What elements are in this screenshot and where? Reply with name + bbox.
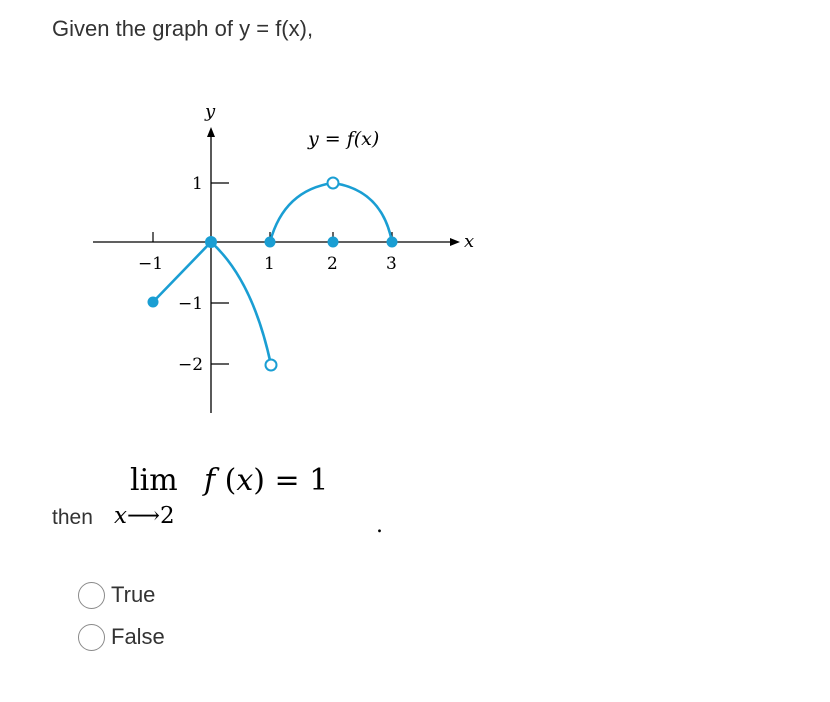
close-paren: ) bbox=[253, 463, 266, 498]
x-tick-label-neg1: −1 bbox=[138, 254, 164, 274]
limit-value: 1 bbox=[309, 463, 329, 498]
option-false[interactable] bbox=[78, 622, 165, 652]
limit-statement bbox=[52, 455, 472, 545]
option-false-label: False bbox=[111, 624, 165, 649]
function-label: y = f(x) bbox=[308, 128, 380, 150]
open-paren: ( bbox=[224, 463, 237, 498]
lim-word: lim bbox=[130, 463, 178, 498]
closed-point-neg1 bbox=[148, 297, 159, 308]
x-axis-arrow-icon bbox=[450, 238, 460, 246]
lim-sub-arrow: ⟶ bbox=[126, 503, 160, 529]
x-tick-label-3: 3 bbox=[386, 254, 397, 274]
func-name: f bbox=[204, 463, 216, 498]
closed-point-2-0 bbox=[328, 237, 339, 248]
question-prompt: Given the graph of y = f(x), bbox=[52, 16, 314, 41]
statement-period: . bbox=[376, 513, 383, 538]
radio-false[interactable] bbox=[78, 624, 105, 651]
lim-subscript bbox=[114, 503, 175, 529]
function-graph bbox=[88, 95, 488, 425]
open-point-2-1 bbox=[328, 178, 339, 189]
option-true-label: True bbox=[111, 582, 156, 607]
lim-expression bbox=[204, 463, 328, 498]
lim-sub-target: 2 bbox=[159, 503, 175, 529]
closed-point-1-0 bbox=[265, 237, 276, 248]
answer-options bbox=[78, 580, 165, 664]
closed-point-origin bbox=[205, 236, 217, 248]
x-axis-label: x bbox=[464, 231, 475, 252]
x-tick-label-2: 2 bbox=[327, 254, 338, 274]
y-tick-label-neg1: −1 bbox=[178, 294, 204, 314]
equals-sign: = bbox=[265, 463, 310, 498]
radio-true[interactable] bbox=[78, 582, 105, 609]
curve-segment-right-arc bbox=[333, 183, 392, 242]
x-tick-label-1: 1 bbox=[264, 254, 275, 274]
lim-sub-var: x bbox=[114, 503, 127, 529]
y-axis-arrow-icon bbox=[207, 127, 215, 137]
open-point-1-neg2 bbox=[266, 360, 277, 371]
y-axis-label: y bbox=[205, 101, 216, 122]
curve-segment-left-arc bbox=[270, 183, 333, 242]
func-arg: x bbox=[236, 463, 254, 498]
closed-point-3-0 bbox=[387, 237, 398, 248]
y-tick-label-neg2: −2 bbox=[178, 355, 204, 375]
then-label: then bbox=[52, 506, 93, 529]
y-tick-label-1: 1 bbox=[192, 174, 203, 194]
option-true[interactable] bbox=[78, 580, 165, 610]
